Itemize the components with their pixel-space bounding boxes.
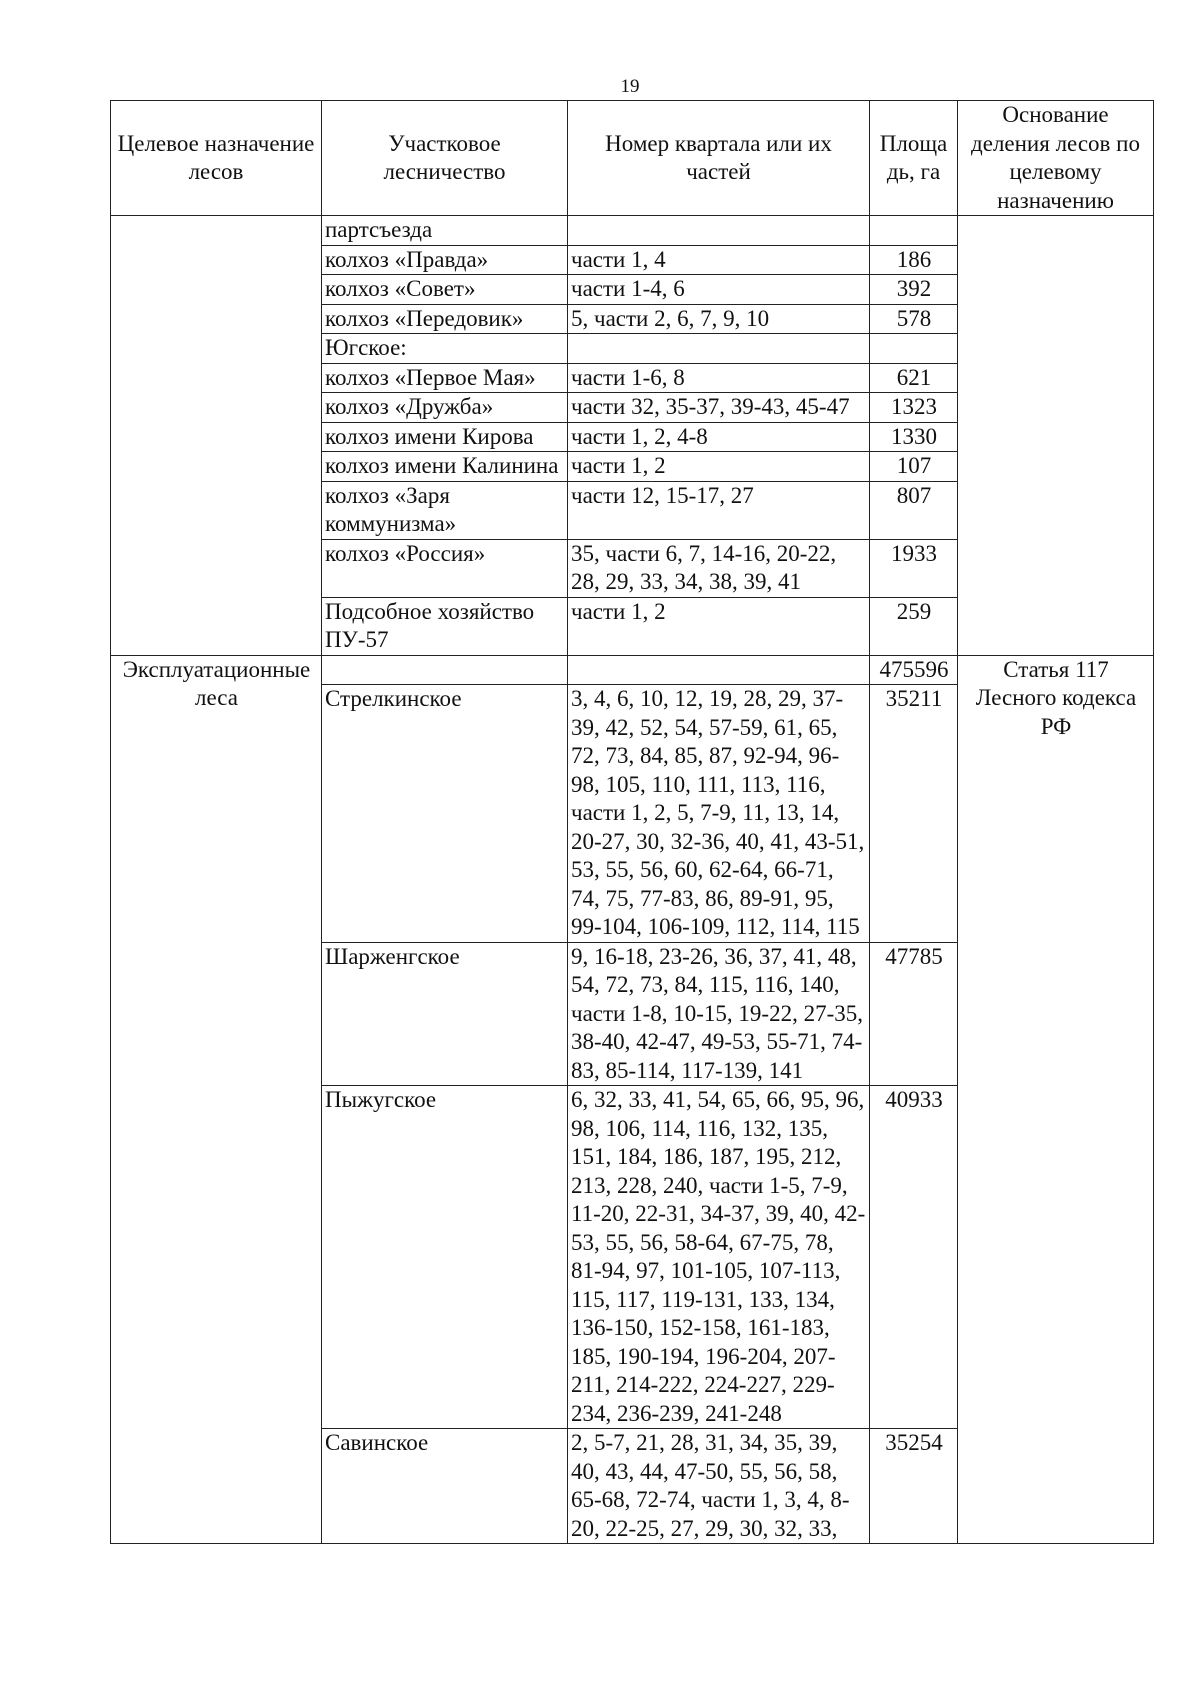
area-cell: 1330 — [870, 422, 958, 452]
forestry-cell: колхоз «Правда» — [322, 245, 568, 275]
purpose-cell-exploitation: Эксплуатационные леса — [111, 655, 322, 1544]
forestry-cell: колхоз «Первое Мая» — [322, 363, 568, 393]
quarters-cell: части 1-6, 8 — [568, 363, 870, 393]
forestry-cell: партсъезда — [322, 216, 568, 246]
area-cell — [870, 334, 958, 364]
forestry-cell: Стрелкинское — [322, 685, 568, 943]
quarters-cell: части 1, 4 — [568, 245, 870, 275]
quarters-cell: 9, 16-18, 23-26, 36, 37, 41, 48, 54, 72, 73, 84, 115, 116, 140, части 1-8, 10-15, 19-22, 27-35, 38-40, 42-47, 49-53, 55-71, 74-83, 85-114, 117-139, 141 — [568, 942, 870, 1086]
forestry-cell: колхоз имени Калинина — [322, 452, 568, 482]
area-cell: 35254 — [870, 1429, 958, 1544]
forestry-cell: Шарженгское — [322, 942, 568, 1086]
area-total-cell: 475596 — [870, 655, 958, 685]
header-basis: Основание деления лесов по целевому назначению — [958, 101, 1154, 216]
area-cell: 578 — [870, 304, 958, 334]
area-cell: 259 — [870, 597, 958, 655]
header-forestry: Участковое лесничество — [322, 101, 568, 216]
header-area: Площадь, га — [870, 101, 958, 216]
basis-cell-exploitation: Статья 117 Лесного кодекса РФ — [958, 655, 1154, 1544]
area-cell: 107 — [870, 452, 958, 482]
area-cell: 621 — [870, 363, 958, 393]
area-cell — [870, 216, 958, 246]
quarters-cell: части 12, 15-17, 27 — [568, 481, 870, 539]
quarters-cell — [568, 216, 870, 246]
area-cell: 40933 — [870, 1086, 958, 1429]
forestry-cell: Подсобное хозяйство ПУ-57 — [322, 597, 568, 655]
area-cell: 392 — [870, 275, 958, 305]
forest-purpose-table — [110, 100, 1154, 1544]
header-purpose: Целевое назначение лесов — [111, 101, 322, 216]
forestry-cell: Югское: — [322, 334, 568, 364]
quarters-cell — [568, 334, 870, 364]
quarters-cell: 2, 5-7, 21, 28, 31, 34, 35, 39, 40, 43, 44, 47-50, 55, 56, 58, 65-68, 72-74, части 1, 3, 4, 8-20, 22-25, 27, 29, 30, 32, 33, — [568, 1429, 870, 1544]
quarters-cell: 5, части 2, 6, 7, 9, 10 — [568, 304, 870, 334]
quarters-cell: 6, 32, 33, 41, 54, 65, 66, 95, 96, 98, 106, 114, 116, 132, 135, 151, 184, 186, 187, 195, 212, 213, 228, 240, части 1-5, 7-9, 11-20, 22-31, 34-37, 39, 40, 42-53, 55, 56, 58-64, 67-75, 78, 81-94, 97, 101-105, 107-113, 115, 117, 119-131, 133, 134, 136-150, 152-158, 161-183, 185, 190-194, 196-204, 207-211, 214-222, 224-227, 229-234, 236-239, 241-248 — [568, 1086, 870, 1429]
quarters-cell — [568, 655, 870, 685]
page-number: 19 — [620, 76, 640, 97]
area-cell: 186 — [870, 245, 958, 275]
area-cell: 47785 — [870, 942, 958, 1086]
header-quarters: Номер квартала или их частей — [568, 101, 870, 216]
purpose-cell-continued — [111, 216, 322, 656]
quarters-cell: 3, 4, 6, 10, 12, 19, 28, 29, 37-39, 42, 52, 54, 57-59, 61, 65, 72, 73, 84, 85, 87, 92-94, 96-98, 105, 110, 111, 113, 116, части 1, 2, 5, 7-9, 11, 13, 14, 20-27, 30, 32-36, 40, 41, 43-51, 53, 55, 56, 60, 62-64, 66-71, 74, 75, 77-83, 86, 89-91, 95, 99-104, 106-109, 112, 114, 115 — [568, 685, 870, 943]
forestry-cell: колхоз «Дружба» — [322, 393, 568, 423]
forestry-cell: колхоз «Передовик» — [322, 304, 568, 334]
forestry-cell: колхоз «Россия» — [322, 539, 568, 597]
table-row — [111, 216, 1154, 246]
forestry-cell: Савинское — [322, 1429, 568, 1544]
area-cell: 1933 — [870, 539, 958, 597]
area-cell: 807 — [870, 481, 958, 539]
quarters-cell: части 1, 2 — [568, 452, 870, 482]
quarters-cell: части 1, 2 — [568, 597, 870, 655]
quarters-cell: части 32, 35-37, 39-43, 45-47 — [568, 393, 870, 423]
forestry-cell — [322, 655, 568, 685]
quarters-cell: части 1-4, 6 — [568, 275, 870, 305]
basis-cell-continued — [958, 216, 1154, 656]
table-row-exploitation-total — [111, 655, 1154, 685]
area-cell: 35211 — [870, 685, 958, 943]
forestry-cell: колхоз имени Кирова — [322, 422, 568, 452]
quarters-cell: 35, части 6, 7, 14-16, 20-22, 28, 29, 33, 34, 38, 39, 41 — [568, 539, 870, 597]
table-header-row — [111, 101, 1154, 216]
quarters-cell: части 1, 2, 4-8 — [568, 422, 870, 452]
forestry-cell: колхоз «Заря коммунизма» — [322, 481, 568, 539]
area-cell: 1323 — [870, 393, 958, 423]
forestry-cell: колхоз «Совет» — [322, 275, 568, 305]
forestry-cell: Пыжугское — [322, 1086, 568, 1429]
